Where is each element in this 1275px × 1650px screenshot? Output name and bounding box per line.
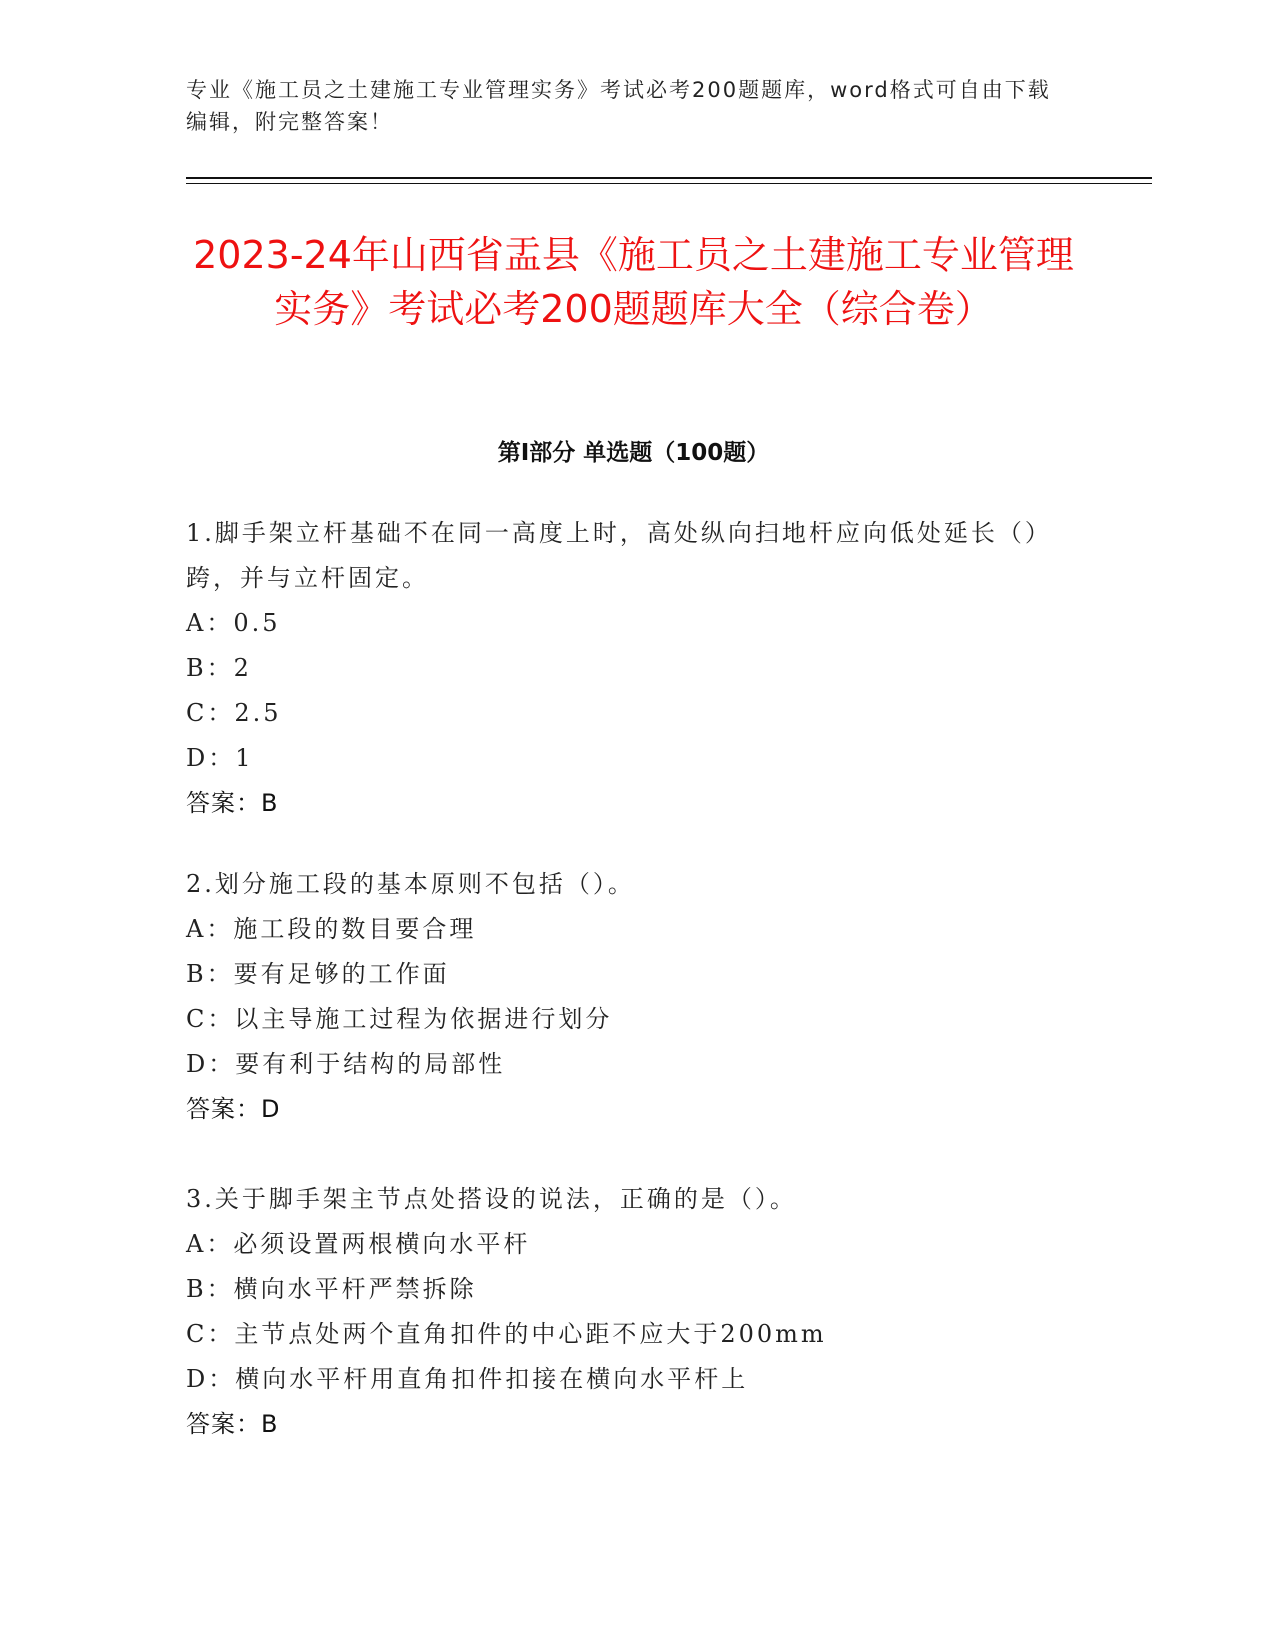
option-b: B：横向水平杆严禁拆除 <box>186 1275 477 1303</box>
option-d: D：1 <box>186 744 254 772</box>
answer: 答案：B <box>186 789 279 817</box>
option-a: A：施工段的数目要合理 <box>186 915 477 943</box>
section-title: 第I部分 单选题（100题） <box>497 440 770 466</box>
question-3 <box>186 1177 1066 1447</box>
answer: 答案：D <box>186 1095 281 1123</box>
document-title: 2023-24年山西省盂县《施工员之土建施工专业管理实务》考试必考200题题库大全（综合卷） <box>193 233 1074 331</box>
option-a: A：0.5 <box>186 609 281 637</box>
option-b: B：要有足够的工作面 <box>186 960 450 988</box>
option-a: A：必须设置两根横向水平杆 <box>186 1230 531 1258</box>
question-text: 2.划分施工段的基本原则不包括（）。 <box>186 870 635 898</box>
question-1 <box>186 511 1066 826</box>
answer: 答案：B <box>186 1410 279 1438</box>
document-intro: 专业《施工员之土建施工专业管理实务》考试必考200题题库，word格式可自由下载编辑，附完整答案！ <box>186 78 1051 134</box>
option-c: C：以主导施工过程为依据进行划分 <box>186 1005 613 1033</box>
question-text: 1.脚手架立杆基础不在同一高度上时，高处纵向扫地杆应向低处延长（）跨，并与立杆固定。 <box>186 519 1052 592</box>
question-2 <box>186 862 1066 1132</box>
option-d: D：横向水平杆用直角扣件扣接在横向水平杆上 <box>186 1365 749 1393</box>
option-b: B：2 <box>186 654 252 682</box>
header-divider-thin <box>186 183 1152 184</box>
question-text: 3.关于脚手架主节点处搭设的说法，正确的是（）。 <box>186 1185 797 1213</box>
option-c: C：主节点处两个直角扣件的中心距不应大于200mm <box>186 1320 827 1348</box>
option-c: C：2.5 <box>186 699 282 727</box>
option-d: D：要有利于结构的局部性 <box>186 1050 506 1078</box>
header-divider-thick <box>186 177 1152 179</box>
